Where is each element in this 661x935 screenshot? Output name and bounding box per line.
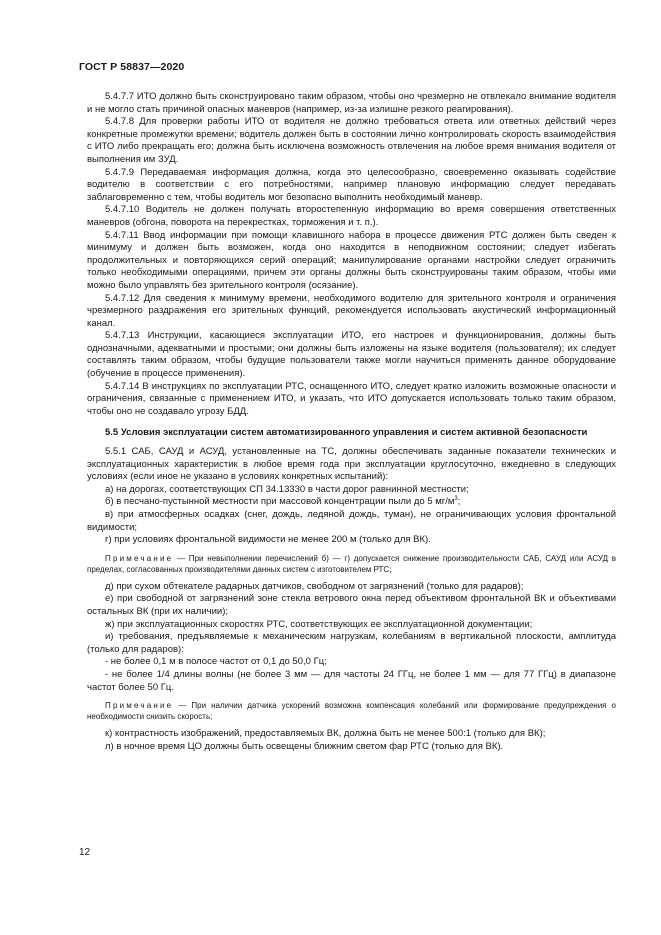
list-item-zh: ж) при эксплуатационных скоростях РТС, соответствующих ее эксплуатационной документации; [105, 618, 533, 630]
paragraph-5-4-7-8: 5.4.7.8 Для проверки работы ИТО от водителя не должно требоваться ответа или ответных действий через конкретные промежутки времени; водитель должен быть в состоянии лично контролировать скорость взаимодействия с ИТО либо прекращать его; должна быть исключена возможность отвлечения на любое время внимания водителя от выполнения им ЗУД. [87, 116, 616, 165]
paragraph-5-4-7-14: 5.4.7.14 В инструкциях по эксплуатации РТС, оснащенного ИТО, следует кратко изложить возможные опасности и ограничения, связанные с применением ИТО, и указать, что ИТО допускается использовать только таким образом, чтобы оно не создавало угрозу БДД. [87, 380, 616, 417]
list-item-k: к) контрастность изображений, предоставляемых ВК, должна быть не менее 500:1 (только для ВК); [105, 728, 546, 740]
note-1 [87, 553, 616, 575]
page-body [87, 91, 616, 753]
note-2-label: Примечание [105, 701, 174, 711]
paragraph-5-4-7-10: 5.4.7.10 Водитель не должен получать второстепенную информацию во время совершения ответственных маневров (обгона, поворота на перекрестках, торможения и т. п.). [87, 204, 616, 228]
paragraph-5-4-7-13: 5.4.7.13 Инструкции, касающиеся эксплуатации ИТО, его настроек и функционирования, должны быть однозначными, адекватными и простыми; они должны быть изложены на языке водителя (пользователя); их следует составлять таким образом, чтобы будущие пользователи также могли научиться применять данное оборудование (обучение в процессе применения). [87, 330, 616, 380]
list-item-b-text: б) в песчано-пустынной местности при массовой концентрации пыли до 5 мг/м [105, 496, 455, 508]
note-1-label: Примечание [105, 553, 174, 563]
list-item-i: и) требования, предъявляемые к механическим нагрузкам, колебаниям в вертикальной плоскости, амплитуда (только для радаров): [87, 631, 616, 655]
dash-item-2: - не более 1/4 длины волны (не более 3 мм — для частоты 24 ГГц, не более 1 мм — для 77 ГГц) в диапазоне частот более 50 Гц. [87, 668, 616, 693]
document-header: ГОСТ Р 58837—2020 [79, 61, 185, 73]
note-2-text: — При наличии датчика ускорений возможна компенсация колебаний или формирование предупреждения о необходимости снизить скорость; [87, 701, 616, 722]
paragraph-5-4-7-7: 5.4.7.7 ИТО должно быть сконструировано таким образом, чтобы оно чрезмерно не отвлекало внимание водителя и не могло стать причиной опасных маневров (например, из-за излишне резкого реагирования). [87, 91, 616, 115]
list-item-d: д) при сухом обтекателе радарных датчиков, свободном от загрязнений (только для радаров); [105, 580, 524, 592]
superscript-cube: 3 [454, 496, 458, 503]
paragraph-5-4-7-11: 5.4.7.11 Ввод информации при помощи клавишного набора в процессе движения РТС должен быть сведен к минимуму и должен быть возможен, когда оно находится в неподвижном состоянии; следует избегать продолжительных и повторяющихся серий операций; манипулирование органами настройки следует ограничить только необходимыми операциями, причем эти органы должны быть сконструированы таким образом, чтобы ими можно было управлять без зрительного контроля (осязание). [87, 229, 616, 291]
dash-item-1: - не более 0,1 м в полосе частот от 0,1 до 50,0 Гц; [105, 656, 327, 668]
list-item-v: в) при атмосферных осадках (снег, дождь, ледяной дождь, туман), не ограничивающих условия фронтальной видимости; [87, 509, 616, 533]
list-item-b-end: ; [457, 496, 461, 508]
list-item-a: а) на дорогах, соответствующих СП 34.13330 в части дорог равнинной местности; [105, 483, 469, 495]
section-heading-5-5: 5.5 Условия эксплуатации систем автоматизированного управления и систем активной безопасности [105, 427, 588, 439]
paragraph-5-4-7-12: 5.4.7.12 Для сведения к минимуму времени, необходимого водителю для зрительного контроля и ограничения чрезмерного раздражения его зрительных функций, рекомендуется использовать акустический информационный канал. [87, 292, 616, 329]
note-2 [87, 700, 616, 722]
list-item-l: л) в ночное время ЦО должны быть освещены ближним светом фар РТС (только для ВК). [105, 740, 504, 752]
list-item-g: г) при условиях фронтальной видимости не менее 200 м (только для ВК). [105, 534, 431, 546]
list-item-e: е) при свободной от загрязнений зоне стекла ветрового окна перед объективом фронтальной ВК и объективами остальных ВК (при их наличии); [87, 593, 616, 617]
page-number: 12 [79, 847, 91, 858]
note-1-text: — При невыполнении перечислений б) — г) допускается снижение производительности САБ, САУД или АСУД в пределах, согласованных производителями данных систем с изготовителем РТС; [87, 553, 616, 574]
paragraph-5-5-1: 5.5.1 САБ, САУД и АСУД, установленные на ТС, должны обеспечивать заданные показатели технических и эксплуатационных характеристик в любое время года при эксплуатации круглосуточно, ежедневно в следующих условиях (если иное не указано в условиях конкретных испытаний): [87, 446, 616, 483]
paragraph-5-4-7-9: 5.4.7.9 Передаваемая информация должна, когда это целесообразно, своевременно оказывать содействие водителю в соответствии с его потребностями, например плановую информацию следует передавать заблаговременно с тем, чтобы водитель мог безопасно выполнить необходимый маневр. [87, 166, 616, 203]
list-item-b [87, 496, 616, 509]
